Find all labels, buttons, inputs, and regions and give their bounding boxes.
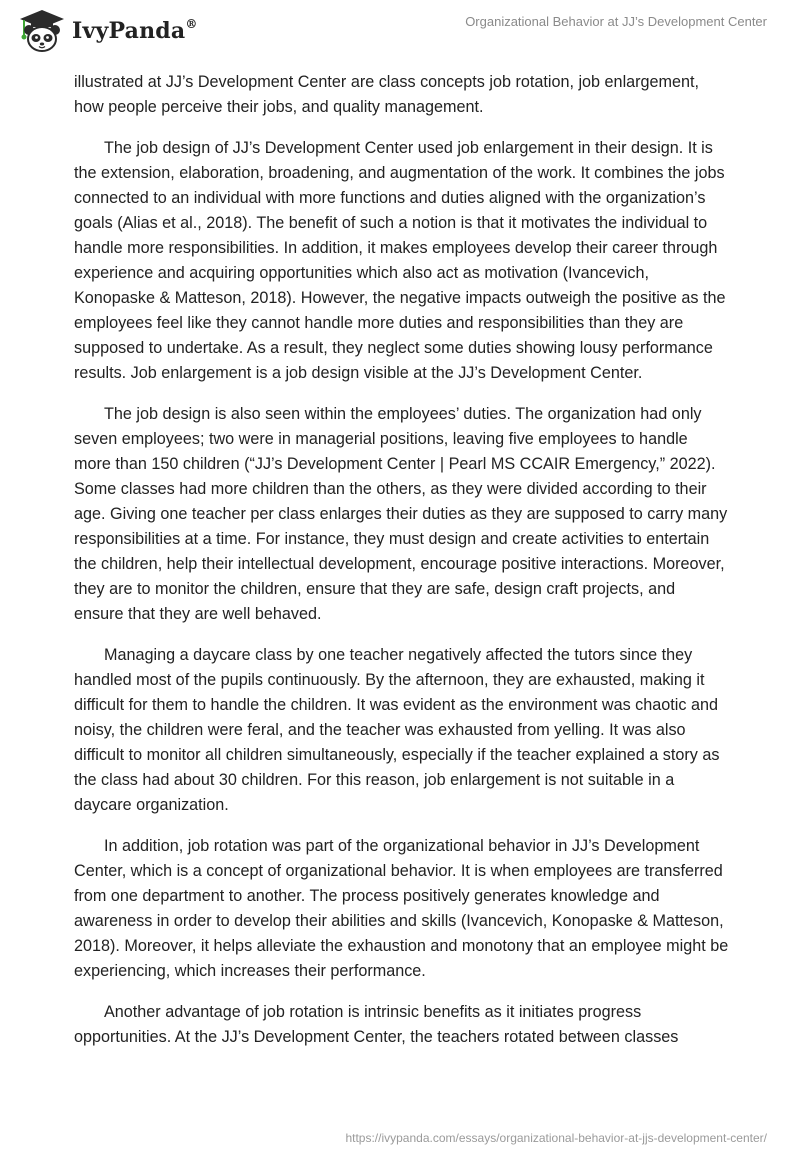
brand-name: IvyPanda®: [72, 16, 198, 44]
paragraph: The job design of JJ’s Development Center used job enlargement in their design. It is the extension, elaboration, broadening, and augmentation of the work. It combines the jobs connected to an individual with more functions and duties aligned with the organization’s goals (Alias et al., 2018). The benefit of such a notion is that it motivates the individual to handle more responsibilities. In addition, it makes employees develop their career through experience and acquiring opportunities which also act as motivation (Ivancevich, Konopaske & Matteson, 2018). However, the negative impacts outweigh the positive as the employees feel like they cannot handle more duties and responsibilities than they are supposed to undertake. As a result, they neglect some duties showing lousy performance results. Job enlargement is a job design visible at the JJ’s Development Center.: [74, 139, 726, 382]
ivypanda-logo[interactable]: [16, 8, 198, 54]
essay-body: [74, 70, 729, 1066]
document-title: Organizational Behavior at JJ’s Development Center: [465, 14, 767, 29]
panda-graduate-icon: [16, 8, 68, 54]
paragraph: Managing a daycare class by one teacher negatively affected the tutors since they handled most of the pupils continuously. By the afternoon, they are exhausted, making it difficult for them to handle the children. It was evident as the environment was chaotic and noisy, the children were feral, and the teacher was exhausted from yelling. It was also difficult to monitor all children simultaneously, especially if the teacher explained a story as the class had about 30 children. For this reason, job enlargement is not suitable in a daycare organization.: [74, 646, 720, 814]
paragraph: The job design is also seen within the employees’ duties. The organization had only seven employees; two were in managerial positions, leaving five employees to handle more than 150 children (“JJ’s Development Center | Pearl MS CCAIR Emergency,” 2022). Some classes had more children than the others, as they were divided according to their age. Giving one teacher per class enlarges their duties as they are supposed to carry many responsibilities at a time. For instance, they must design and create activities to entertain the children, help their intellectual development, encourage positive interactions. Moreover, they are to monitor the children, ensure that they are safe, design craft projects, and ensure that they are well behaved.: [74, 405, 728, 623]
page-header: [0, 0, 800, 60]
source-url[interactable]: https://ivypanda.com/essays/organizational-behavior-at-jjs-development-center/: [345, 1131, 767, 1145]
paragraph: In addition, job rotation was part of the organizational behavior in JJ’s Development Center, which is a concept of organizational behavior. It is when employees are transferred from one department to another. The process positively generates knowledge and awareness in order to develop their abilities and skills (Ivancevich, Konopaske & Matteson, 2018). Moreover, it helps alleviate the exhaustion and monotony that an employee might be experiencing, which increases their performance.: [74, 837, 729, 980]
paragraph: Another advantage of job rotation is intrinsic benefits as it initiates progress opportunities. At the JJ’s Development Center, the teachers rotated between classes: [74, 1003, 679, 1046]
paragraph: illustrated at JJ’s Development Center are class concepts job rotation, job enlargement, how people perceive their jobs, and quality management.: [74, 73, 700, 116]
